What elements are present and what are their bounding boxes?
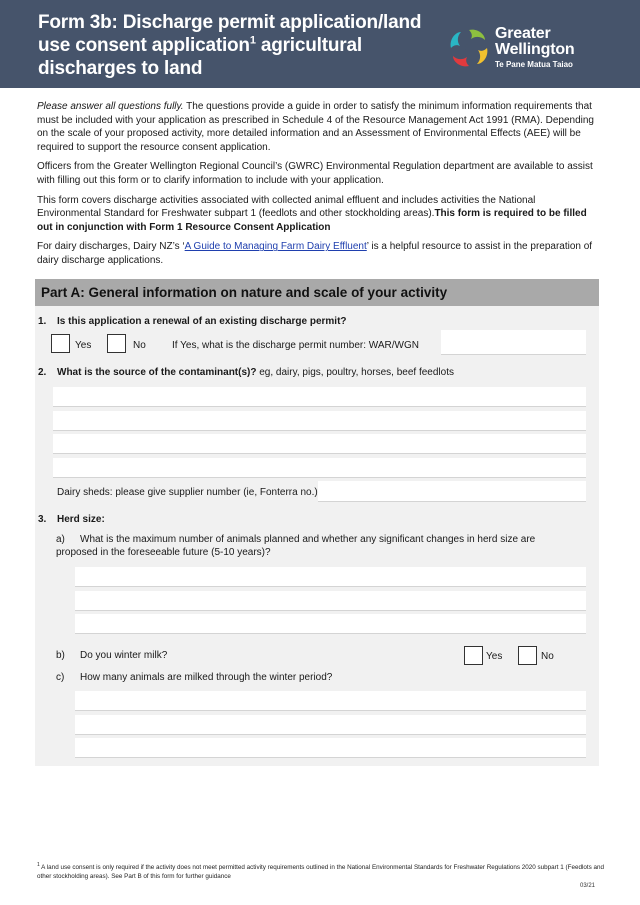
gw-swirl-logo-icon: [447, 26, 491, 70]
supplier-number-label: Dairy sheds: please give supplier number (ie, Fonterra no.): [57, 487, 318, 498]
herd-size-line-2[interactable]: [75, 591, 586, 611]
contaminant-source-line-1[interactable]: [53, 387, 586, 407]
footnote-text: A land use consent is only required if the activity does not meet permitted activity requirements outlined in the National Environmental Standards for Freshwater Regulations 2020 subpart 1 (Feedlots and other stockholding areas). See Part B of this form for further guidance: [37, 864, 605, 881]
question-3-number: 3.: [38, 514, 47, 525]
intro-paragraph-3-text: This form covers discharge activities associated with collected animal effluent and includes activities the National Environmental Standard for Freshwater subpart 1 (feedlots and other stockholding areas).: [37, 194, 536, 220]
question-1-text: Is this application a renewal of an existing discharge permit?: [57, 316, 347, 327]
page-code: 03/21: [580, 883, 596, 889]
logo-text-greater: Greater: [495, 25, 551, 42]
winter-milking-line-2[interactable]: [75, 715, 586, 735]
question-2: [38, 366, 454, 379]
permit-number-input[interactable]: [441, 330, 586, 355]
form-title-part2: agricultural discharges to land: [38, 35, 362, 79]
herd-size-line-3[interactable]: [75, 614, 586, 634]
q1-yes-checkbox[interactable]: [51, 334, 70, 353]
intro-paragraph-4: [37, 240, 597, 267]
q1-no-checkbox[interactable]: [107, 334, 126, 353]
question-1-number: 1.: [38, 316, 47, 327]
intro-paragraph-1-text: The questions provide a guide in order to satisfy the minimum information requirements that must be included with your application as prescribed in Schedule 4 of the Resource Management Act 1991 (RMA). Depending on the scale of your proposed activity, more detailed information and an Assessment of Environmental Effects (AEE) will be required to support the resource consent application.: [37, 101, 594, 153]
question-3c-label: c): [56, 672, 65, 683]
intro-paragraph-4-after: ’ is a helpful resource to assist in the preparation of dairy discharge applications.: [37, 241, 593, 266]
intro-instruction: Please answer all questions fully.: [37, 101, 184, 112]
question-2-number: 2.: [38, 367, 47, 378]
question-1: [38, 315, 347, 328]
winter-milk-yes-checkbox[interactable]: [464, 646, 483, 665]
part-a-section: [35, 279, 599, 766]
greater-wellington-logo: [447, 24, 597, 74]
footnote-marker: 1: [37, 862, 40, 868]
question-3a: [56, 533, 576, 559]
intro-paragraph-3-bold: This form is required to be filled out in conjunction with Form 1 Resource Consent Application: [37, 208, 587, 233]
question-2-hint: eg, dairy, pigs, poultry, horses, beef feedlots: [256, 367, 454, 378]
question-3a-label: a): [56, 534, 65, 545]
intro-paragraph-1: [37, 100, 597, 154]
winter-milk-yes-label: Yes: [486, 651, 503, 662]
page-header: [0, 0, 640, 88]
question-3-text: Herd size:: [57, 514, 105, 525]
footnote: [37, 861, 607, 881]
intro-paragraph-2: Officers from the Greater Wellington Regional Council’s (GWRC) Environmental Regulation department are available to assist with filling out this form or to clarify information to include with your application.: [37, 161, 593, 186]
q1-yes-label: Yes: [75, 340, 92, 351]
winter-milk-no-checkbox[interactable]: [518, 646, 537, 665]
logo-tagline: Te Pane Matua Taiao: [495, 60, 573, 69]
winter-milk-no-label: No: [541, 651, 554, 662]
contaminant-source-line-3[interactable]: [53, 434, 586, 454]
question-2-text: What is the source of the contaminant(s)?: [57, 367, 257, 378]
form-title: [38, 11, 438, 80]
question-3b-text: Do you winter milk?: [80, 650, 168, 661]
question-3c-text: How many animals are milked through the winter period?: [80, 672, 333, 683]
logo-text-wellington: Wellington: [495, 41, 575, 58]
permit-number-label: If Yes, what is the discharge permit number: WAR/WGN: [172, 340, 419, 351]
winter-milking-line-1[interactable]: [75, 691, 586, 711]
contaminant-source-line-2[interactable]: [53, 411, 586, 431]
dairy-effluent-guide-link[interactable]: A Guide to Managing Farm Dairy Effluent: [184, 241, 367, 253]
contaminant-source-line-4[interactable]: [53, 458, 586, 478]
q1-no-label: No: [133, 340, 146, 351]
winter-milking-line-3[interactable]: [75, 738, 586, 758]
intro-paragraph-3: [37, 194, 597, 235]
question-3c: [56, 671, 332, 684]
question-3: [38, 513, 105, 526]
intro-section: [37, 100, 597, 274]
footnote-ref: 1: [249, 34, 256, 47]
herd-size-line-1[interactable]: [75, 567, 586, 587]
form-title-part1: Form 3b: Discharge permit application/land use consent application: [38, 12, 422, 56]
part-a-title: Part A: General information on nature and scale of your activity: [35, 279, 599, 306]
supplier-number-input[interactable]: [318, 481, 586, 502]
question-3b: [56, 649, 167, 662]
question-3b-label: b): [56, 650, 65, 661]
question-3a-text: What is the maximum number of animals planned and whether any significant changes in herd size are proposed in the foreseeable future (5-10 years)?: [56, 534, 536, 558]
intro-paragraph-4-before: For dairy discharges, Dairy NZ’s ‘: [37, 241, 185, 253]
